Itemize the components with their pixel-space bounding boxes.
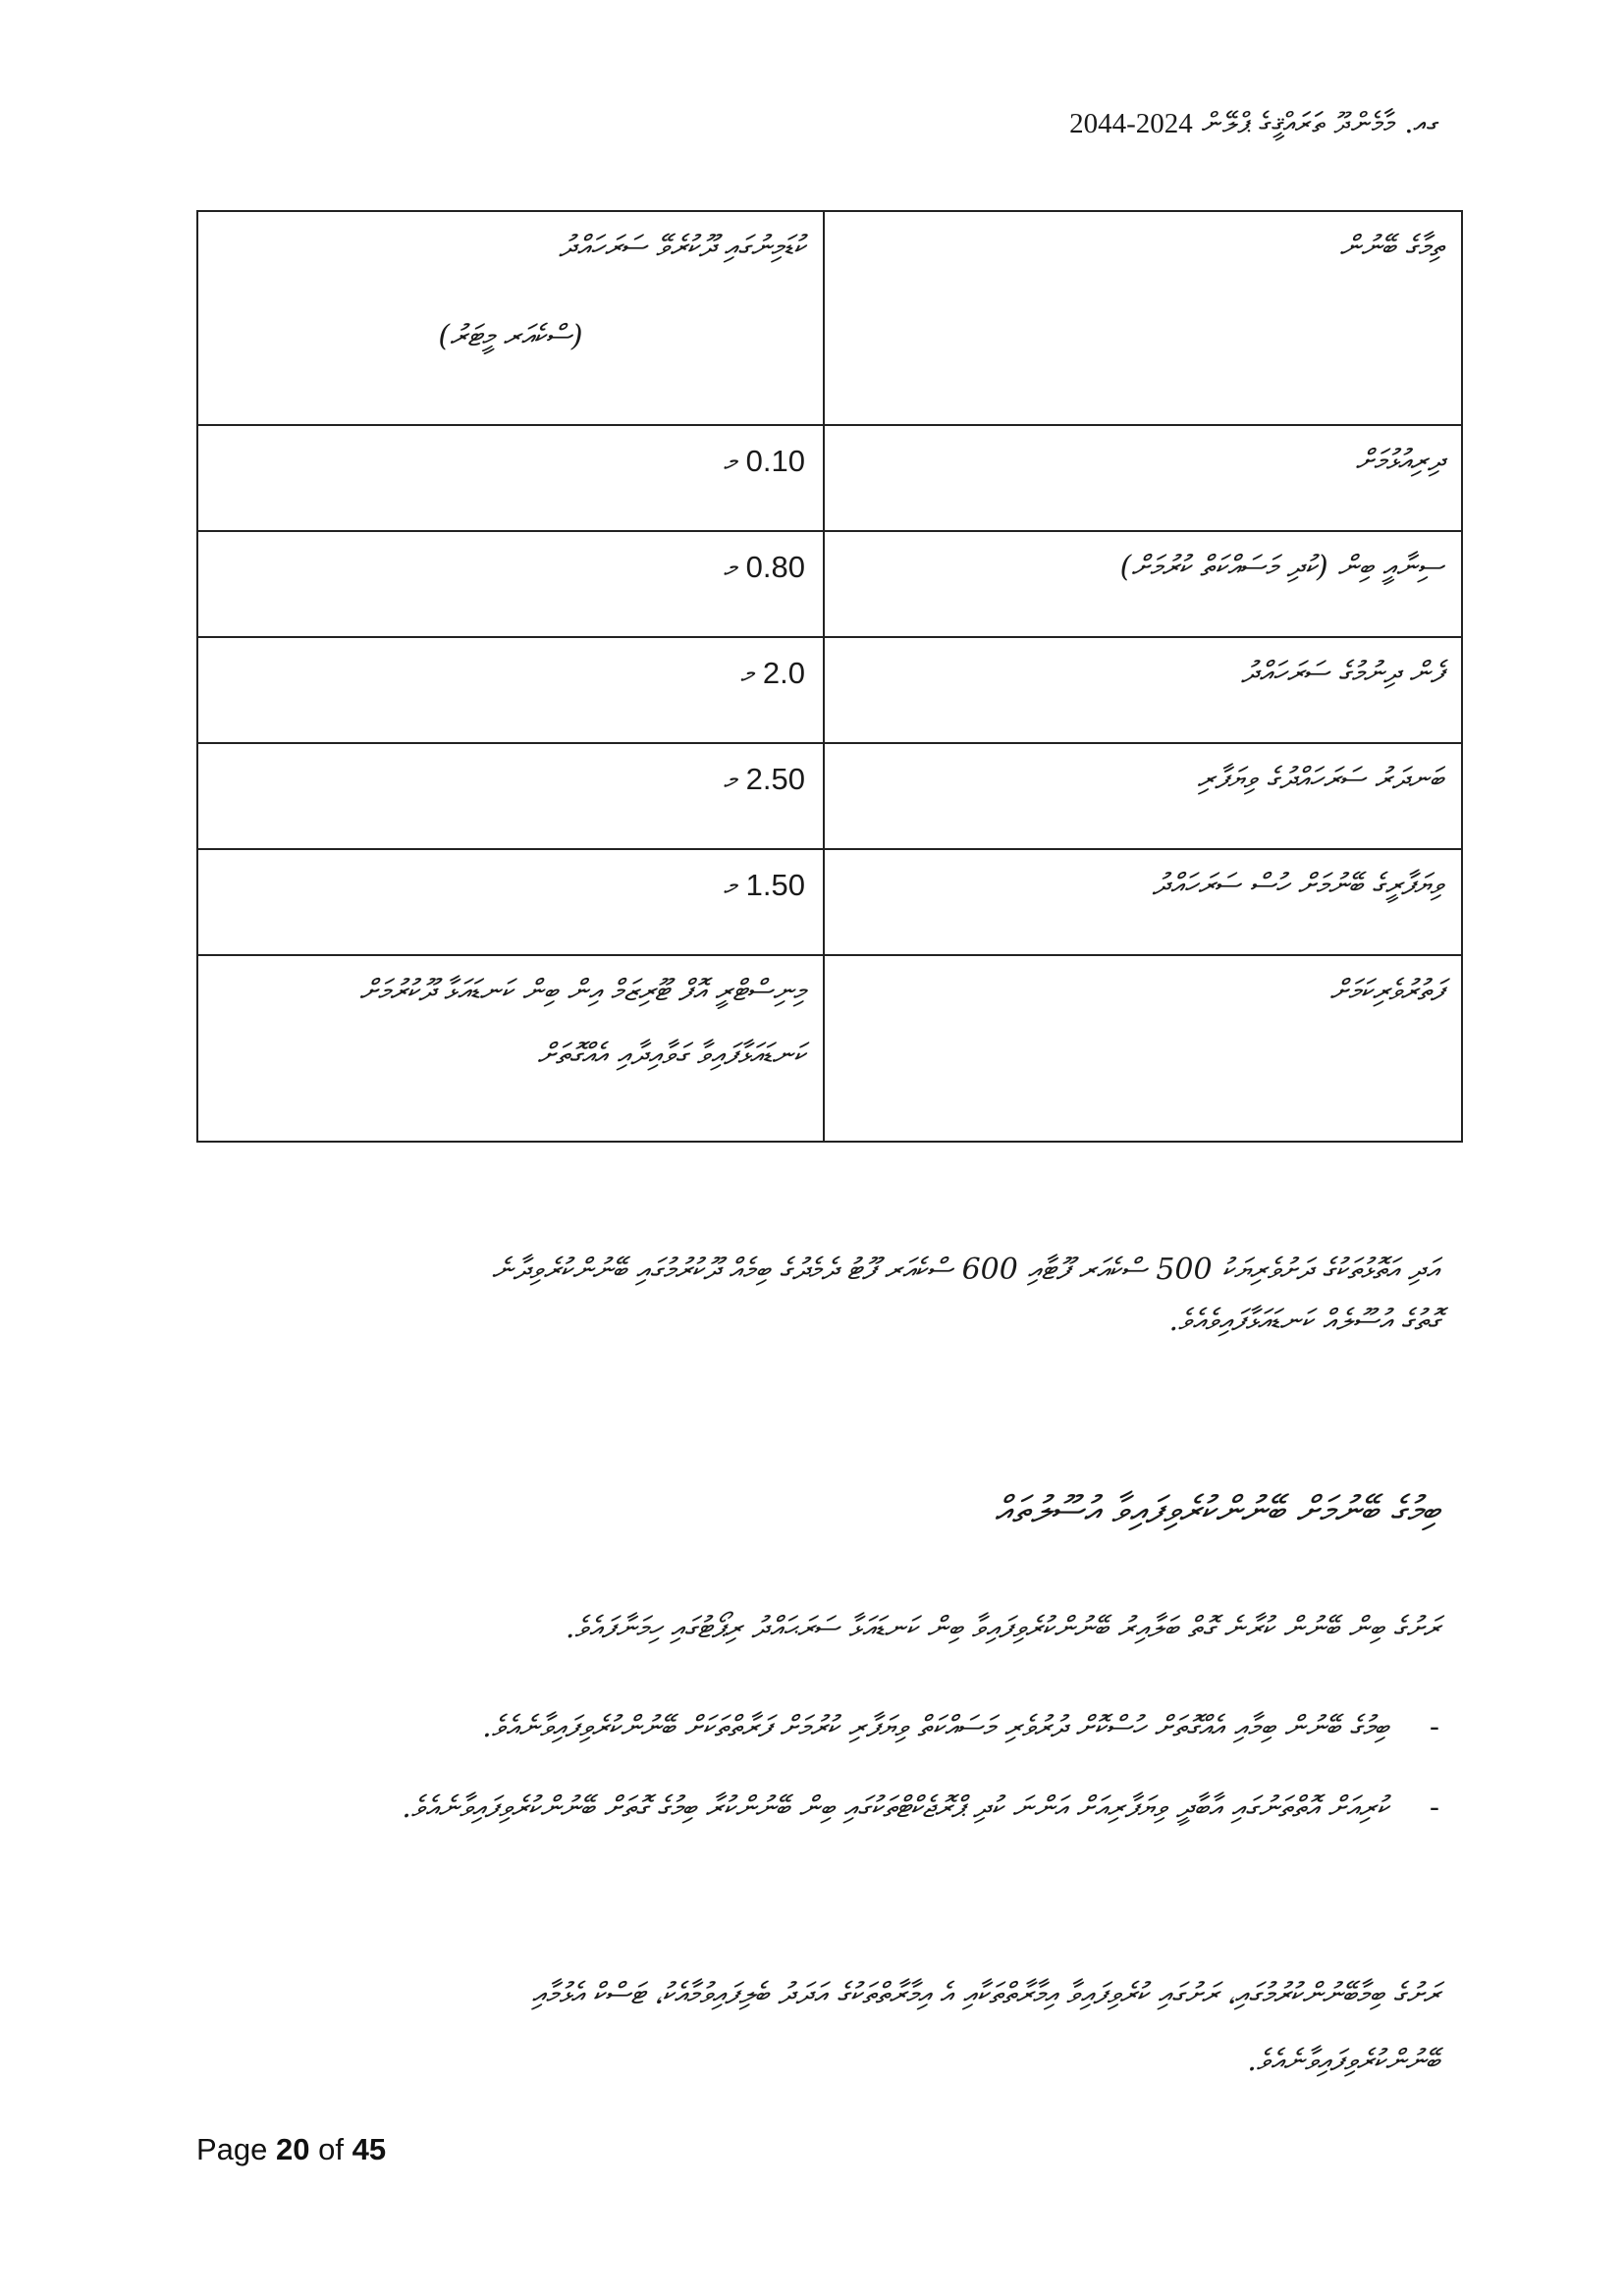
table-row bbox=[197, 531, 1462, 637]
row-item: ވިޔަފާރީގެ ބޭނުމަށް ހުސް ސަރަހައްދު bbox=[824, 849, 1462, 955]
row-value bbox=[197, 849, 824, 955]
section-heading: ބިމުގެ ބޭނުމަށް ބޭނުންކުރެވިފައިވާ އުސޫލުތައް bbox=[994, 1488, 1439, 1531]
table-row bbox=[197, 637, 1462, 743]
bullet-list bbox=[251, 1696, 1439, 1857]
table-header-row bbox=[197, 211, 1462, 425]
row-value-line1: މިނިސްޓްރީ އޮފް ޓޫރިޒަމް އިން ބިން ކަނޑައަޅާ ދޫކުރުމަށް bbox=[359, 974, 805, 1008]
col-value-header bbox=[197, 211, 824, 425]
row-value-unit: މ bbox=[723, 869, 737, 903]
page-footer bbox=[196, 2132, 386, 2167]
paragraph-2: ރަށުގެ ބިން ބޭނުން ކުރާނެ ގޮތް ބަލާއިރު ބޭނުންކުރެވިފައިވާ ބިން ކަނޑައަޅާ ސަރަޙައްދު ރިޕޯޓުގައި ހިމަނާފައެވެ. bbox=[565, 1611, 1439, 1645]
bullet-dash: - bbox=[1429, 1710, 1439, 1744]
row-value-number: 2.50 bbox=[745, 762, 805, 796]
col-item-header-text: ތިމާގެ ބޭނުން bbox=[1339, 230, 1443, 264]
table-row bbox=[197, 955, 1462, 1142]
row-item: ބަނދަރު ސަރަހައްދުގެ ވިޔަފާރި bbox=[824, 743, 1462, 849]
col-value-unit: (ސްކެއަރ މީޓަރު) bbox=[438, 319, 583, 353]
row-value bbox=[197, 425, 824, 531]
list-item bbox=[251, 1777, 1439, 1840]
row-value-line2: ކަނޑައަޅާފައިވާ ގަވާއިދާއި އެއްގޮތަށް bbox=[537, 1038, 805, 1072]
row-value bbox=[197, 531, 824, 637]
footer-page-number: 20 bbox=[276, 2132, 310, 2166]
list-item bbox=[251, 1696, 1439, 1759]
row-item: ފެން ދިނުމުގެ ސަރަހައްދު bbox=[824, 637, 1462, 743]
row-value-unit: މ bbox=[723, 551, 737, 585]
row-value-unit: މ bbox=[723, 763, 737, 797]
footer-page-total: 45 bbox=[352, 2132, 387, 2166]
row-item: ފަތުރުވެރިކަމަށް bbox=[824, 955, 1462, 1142]
header-year-range: 2024-2044 bbox=[1069, 108, 1193, 139]
row-value bbox=[197, 955, 824, 1142]
paragraph-1-line2: ގޮތުގެ އުސޫލެއް ކަނޑައަޅާފައިވެއެވެ. bbox=[1168, 1304, 1439, 1338]
row-item: ދިރިއުޅުމަށް bbox=[824, 425, 1462, 531]
footer-page-word: Page bbox=[196, 2132, 268, 2166]
row-item: ސިނާއީ ބިން (ކުދި މަސައްކަތް ކުރުމަށް) bbox=[824, 531, 1462, 637]
row-value bbox=[197, 637, 824, 743]
table-row bbox=[197, 849, 1462, 955]
row-value-number: 2.0 bbox=[762, 656, 805, 690]
col-value-header-text: ކުޑަމިނުގައި ދޫކުރެވޭ ސަރަހައްދު bbox=[559, 230, 805, 264]
bullet-text: ބިމުގެ ބޭނުން ބިމާއި އެއްގޮތަށް ހުސްކޮށް ދުރުވެރި މަސައްކަތް ވިޔަފާރި ކުރުމަށް ފަރާތްތަކަށް ބޭނުންކުރެވިފައިވާނެއެވެ. bbox=[482, 1710, 1388, 1744]
paragraph-3-line1: ރަށުގެ ބިމާބޭނުންކުރުމުގައި، ރަށުގައި ކުރެވިފައިވާ އިމާރާތްތަކާއި އެ އިމާރާތްތަކުގެ އަދަދު ބެލިފައިވުމާއެކު، ޓަސްކް އެޅުމާއި bbox=[531, 1977, 1439, 2011]
land-allocation-table bbox=[196, 210, 1463, 1143]
footer-of-word: of bbox=[318, 2132, 344, 2166]
table-row bbox=[197, 743, 1462, 849]
paragraph-3-line2: ބޭނުންކުރެވިފައިވާނެއެވެ. bbox=[1247, 2044, 1439, 2078]
page-header bbox=[458, 106, 1439, 140]
bullet-text: ކުރިއަށް އޮތްތަނުގައި އާބާދީ ވިޔަފާރިއަށް އަންނަ ކުދި ޕްރޮޖެކްޓްތަކުގައި ބިން ބޭނުންކުރާ ބިމުގެ ގޮތަށް ބޭނުންކުރެވިފައިވާނެއެވެ. bbox=[402, 1790, 1388, 1825]
row-value-number: 0.80 bbox=[745, 550, 805, 584]
bullet-dash: - bbox=[1429, 1790, 1439, 1825]
row-value-number: 0.10 bbox=[745, 444, 805, 478]
row-value bbox=[197, 743, 824, 849]
table-row bbox=[197, 425, 1462, 531]
paragraph-3 bbox=[251, 1961, 1439, 2095]
paragraph-1-line1: އަދި އަތޮޅުތަކުގެ ދަށުވެރިޔަކު 500 ސްކެއަރ ފޫޓާއި 600 ސްކެއަރ ފޫޓު ދެމެދުގެ ބިމެއް ދޫކުރުމުގައި ބޭނުންކުރެވިދާނެ bbox=[491, 1253, 1439, 1287]
row-value-number: 1.50 bbox=[745, 868, 805, 902]
paragraph-1 bbox=[251, 1245, 1439, 1347]
header-title: ގއ. މާމެންދޫ ތަރައްޤީގެ ޕްލޭން bbox=[1201, 106, 1439, 139]
row-value-unit: މ bbox=[739, 657, 754, 691]
row-value-unit: މ bbox=[723, 445, 737, 479]
col-item-header bbox=[824, 211, 1462, 425]
